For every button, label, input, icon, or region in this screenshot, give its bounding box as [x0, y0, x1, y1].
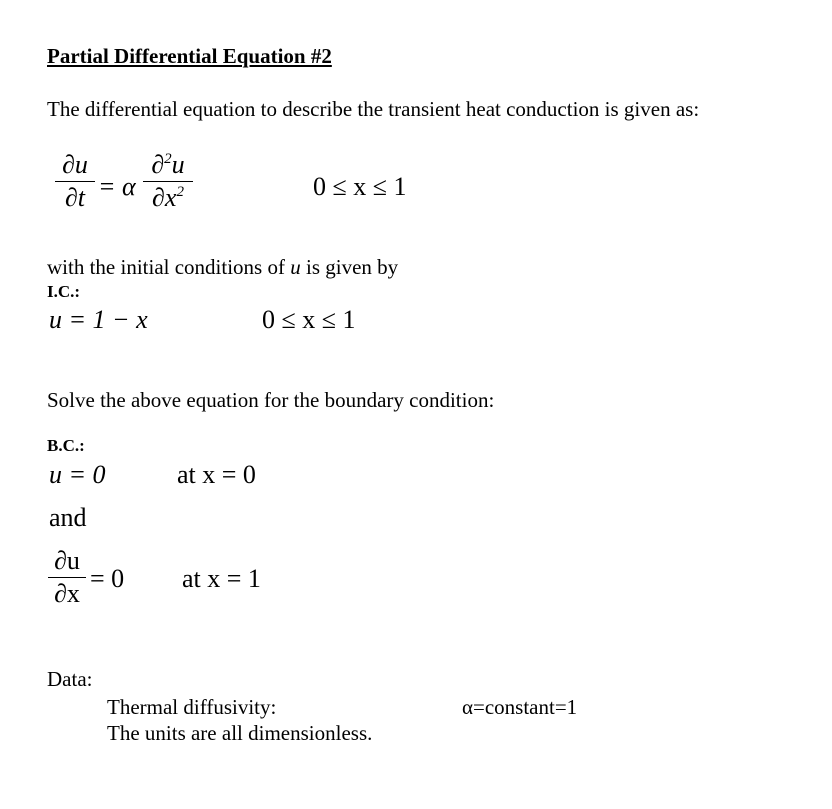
units-note: The units are all dimensionless.: [107, 721, 373, 745]
fraction-bar: [55, 181, 95, 182]
ic-label: I.C.:: [47, 282, 81, 301]
data-label: Data:: [47, 667, 93, 691]
ic-domain: 0 ≤ x ≤ 1: [262, 305, 356, 334]
bc-equation-2-rhs: = 0: [90, 564, 125, 593]
pde-lhs-denominator: ∂t: [64, 183, 86, 212]
pde-lhs-numerator: ∂u: [62, 150, 88, 179]
bc-equation-1: u = 0: [49, 460, 106, 489]
diffusivity-label: Thermal diffusivity:: [107, 695, 277, 719]
ic-equation: u = 1 − x: [49, 305, 148, 334]
diffusivity-value: α=constant=1: [462, 695, 578, 719]
bc-derivative-fraction: [48, 548, 86, 607]
fraction-bar: [143, 181, 193, 182]
bc-location-1: at x = 0: [177, 460, 256, 489]
intro-text: The differential equation to describe the transient heat conduction is given as:: [47, 97, 700, 121]
pde-rhs-numerator: ∂$^2$u: [151, 150, 185, 179]
pde-lhs-fraction: [55, 152, 95, 211]
bc-intro: Solve the above equation for the boundary condition:: [47, 388, 495, 412]
bc-and: and: [49, 503, 87, 532]
pde-equals-alpha: = α: [98, 172, 136, 201]
ic-intro: with the initial conditions of u is given by: [47, 255, 399, 279]
pde-rhs-fraction: [143, 152, 193, 211]
page-title: Partial Differential Equation #2: [47, 44, 332, 68]
bc-derivative-numerator: ∂u: [54, 546, 80, 575]
bc-label: B.C.:: [47, 436, 85, 455]
bc-derivative-denominator: ∂x: [54, 579, 80, 608]
fraction-bar: [48, 577, 86, 578]
pde-domain: 0 ≤ x ≤ 1: [313, 172, 407, 201]
bc-location-2: at x = 1: [182, 564, 261, 593]
pde-rhs-denominator: $\partial x^2$: [152, 183, 184, 212]
